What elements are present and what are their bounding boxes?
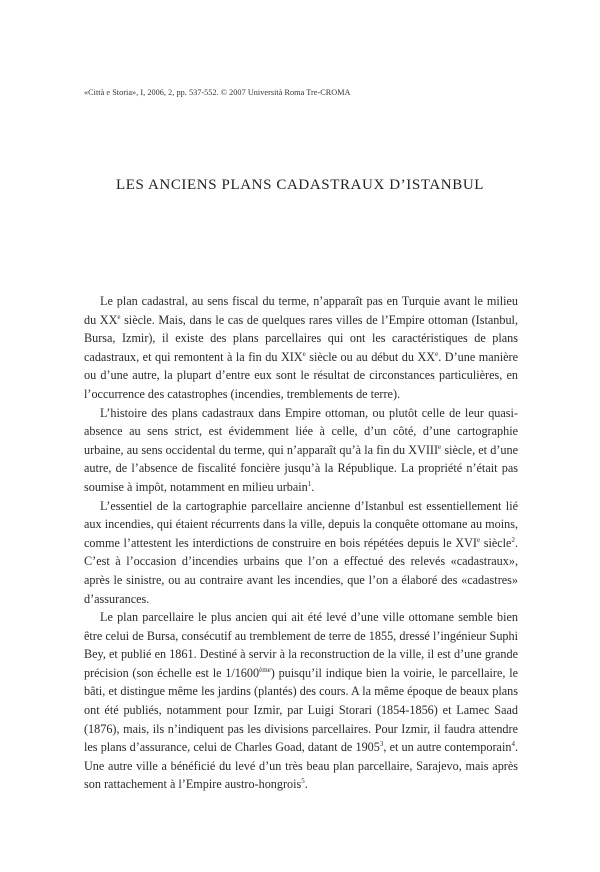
text-run: , et un autre contemporain bbox=[383, 740, 512, 755]
superscript: e bbox=[476, 535, 481, 544]
text-run: L’histoire des plans cadastraux dans Empire ottoman, ou plutôt celle de leur quasi-absence au sens strict, est évidemment liée à celle, d’un côté, d’une cartographie urbaine, au sens occidental du terme, qui n’apparaît qu’à la fin du XVIII bbox=[84, 405, 518, 457]
text-run: siècle bbox=[480, 535, 512, 550]
text-run: Le plan cadastral, au sens fiscal du terme, n’apparaît pas en Turquie avant le milieu du XX bbox=[84, 294, 518, 327]
superscript: e bbox=[117, 312, 121, 321]
superscript: 1 bbox=[307, 479, 312, 488]
paragraph bbox=[84, 404, 518, 497]
text-run: Le plan parcellaire le plus ancien qui ait été levé d’une ville ottomane semble bien être celui de Bursa, consécutif au tremblement de terre de 1855, dressé l’ingénieur Suphi Bey, et publié en 1861. Destiné à servir à la reconstruction de la ville, il est d’une grande précision (son échelle est le 1/1600 bbox=[84, 610, 518, 680]
text-run: . bbox=[311, 479, 315, 494]
text-run: ) puisqu’il indique bien la voirie, le parcellaire, le bâti, et distingue même les jardins (plantés) des cours. A la même époque de beaux plans ont été publiés, notamment pour Izmir, par Luigi Storari (1854-1856) et Lamec Saad (1876), mais, ils n’indiquent pas les divisions parcellaires. Pour Izmir, il faudra attendre les plans d’assurance, celui de Charles Goad, datant de 1905 bbox=[84, 665, 518, 755]
text-run: . bbox=[304, 777, 308, 792]
running-head: «Città e Storia», I, 2006, 2, pp. 537-552. © 2007 Università Roma Tre-CROMA bbox=[84, 88, 351, 97]
superscript: e bbox=[438, 442, 442, 451]
superscript: ème bbox=[259, 665, 271, 674]
superscript: 3 bbox=[379, 740, 384, 749]
superscript: 5 bbox=[301, 777, 305, 786]
text-run: L’essentiel de la cartographie parcellaire ancienne d’Istanbul est essentiellement lié aux incendies, qui étaient récurrents dans la ville, depuis la conquête ottomane au moins, comme l’attestent les interdictions de construire en bois répétées depuis le XVI bbox=[84, 498, 518, 550]
text-run: siècle, et d’une autre, de l’absence de fiscalité foncière jusqu’à la République. La propriété n’était pas soumise à impôt, notamment en milieu urbain bbox=[84, 442, 518, 494]
superscript: e bbox=[302, 349, 306, 358]
superscript: 2 bbox=[511, 535, 515, 544]
text-run: siècle. Mais, dans le cas de quelques rares villes de l’Empire ottoman (Istanbul, Bursa, Izmir), il existe des plans parcellaires qui ont les caractéristiques de plans cadastraux, et qui remontent à la fin du XIX bbox=[84, 312, 518, 364]
paragraph bbox=[84, 292, 518, 404]
article-body bbox=[84, 292, 518, 794]
paragraph bbox=[84, 608, 518, 794]
text-run: . C’est à l’occasion d’incendies urbains que l’on a effectué des relevés «cadastraux», après le sinistre, ou au contraire avant les incendies, que l’on a élaboré des «cadastres» d’assurances. bbox=[84, 535, 518, 606]
text-run: . D’une manière ou d’une autre, la plupart d’entre eux sont le résultat de circonstances particulières, en l’occurrence des catastrophes (incendies, tremblements de terre). bbox=[84, 349, 518, 401]
text-run: . Une autre ville a bénéficié du levé d’un très beau plan parcellaire, Sarajevo, mais après son rattachement à l’Empire austro-hongrois bbox=[84, 740, 518, 792]
article-title: LES ANCIENS PLANS CADASTRAUX D’ISTANBUL bbox=[115, 177, 485, 193]
text-run: siècle ou au début du XX bbox=[305, 349, 436, 364]
paragraph bbox=[84, 497, 518, 609]
superscript: 4 bbox=[511, 740, 515, 749]
superscript: e bbox=[435, 349, 439, 358]
